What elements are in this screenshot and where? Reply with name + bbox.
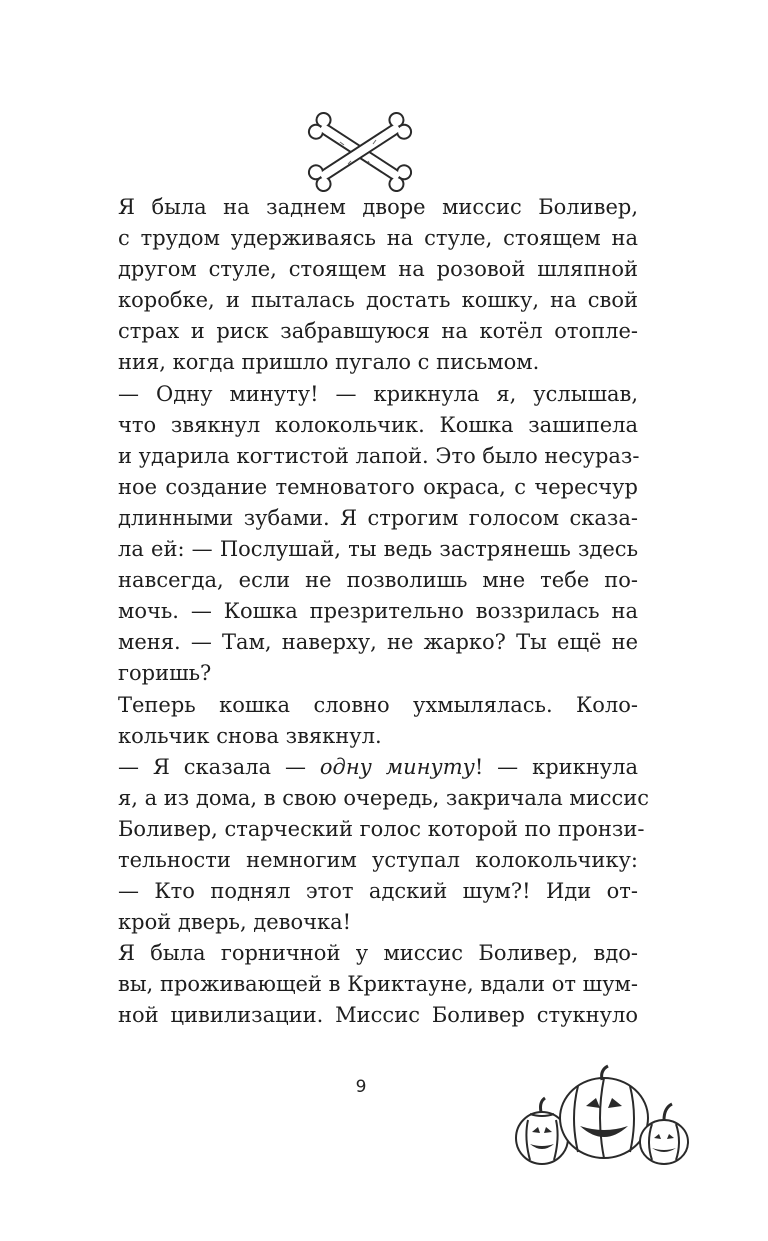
text-line: — Одну минуту! — крикнула я, услышав, — [118, 381, 638, 406]
text-line: я, а из дома, в свою очередь, закричала миссис — [118, 785, 650, 810]
text-line: ла ей: — Послушай, ты ведь застрянешь здесь — [118, 537, 638, 562]
text-line: ния, когда пришло пугало с письмом. — [118, 350, 540, 375]
crossbones-icon — [300, 112, 420, 192]
text-line: страх и риск забравшуюся на котёл отопле- — [118, 319, 638, 344]
text-line: Боливер, старческий голос которой по пронзи- — [118, 816, 645, 841]
text-line: мочь. — Кошка презрительно воззрилась на — [118, 599, 638, 624]
text-line: горишь? — [118, 661, 212, 686]
text-line: вы, проживающей в Криктауне, вдали от шум- — [118, 972, 638, 997]
text-line: ное создание темноватого окраса, с чересчур — [118, 474, 638, 499]
text-line — [118, 752, 638, 783]
text-line: Теперь кошка словно ухмылялась. Коло- — [118, 692, 638, 717]
emphasis-text: одну минуту — [319, 754, 475, 779]
text-line: что звякнул колокольчик. Кошка зашипела — [118, 412, 638, 437]
text-line: — Кто поднял этот адский шум?! Иди от- — [118, 879, 638, 904]
text-span: — Я сказала — — [118, 754, 320, 779]
text-line: тельности немногим уступал колокольчику: — [118, 847, 638, 872]
text-line: Я была на заднем дворе миссис Боливер, — [118, 195, 638, 219]
jack-o-lantern-pumpkins-icon — [508, 1062, 692, 1170]
text-line: Я была горничной у миссис Боливер, вдо- — [118, 941, 638, 966]
text-span: ! — крикнула — [474, 754, 638, 779]
body-text — [118, 192, 650, 1032]
text-line: с трудом удерживаясь на стуле, стоящем на — [118, 226, 638, 251]
text-line: навсегда, если не позволишь мне тебе по- — [118, 568, 638, 593]
page-number: 9 — [355, 1077, 367, 1097]
text-line: крой дверь, девочка! — [118, 910, 352, 935]
text-line: и ударила когтистой лапой. Это было несураз- — [118, 443, 640, 468]
text-line: меня. — Там, наверху, не жарко? Ты ещё не — [118, 630, 638, 655]
text-line: другом стуле, стоящем на розовой шляпной — [118, 257, 638, 282]
text-line: кольчик снова звякнул. — [118, 723, 382, 748]
text-line: длинными зубами. Я строгим голосом сказа- — [118, 505, 638, 530]
text-line: коробке, и пыталась достать кошку, на свой — [118, 288, 638, 313]
text-line: ной цивилизации. Миссис Боливер стукнуло — [118, 1003, 638, 1028]
